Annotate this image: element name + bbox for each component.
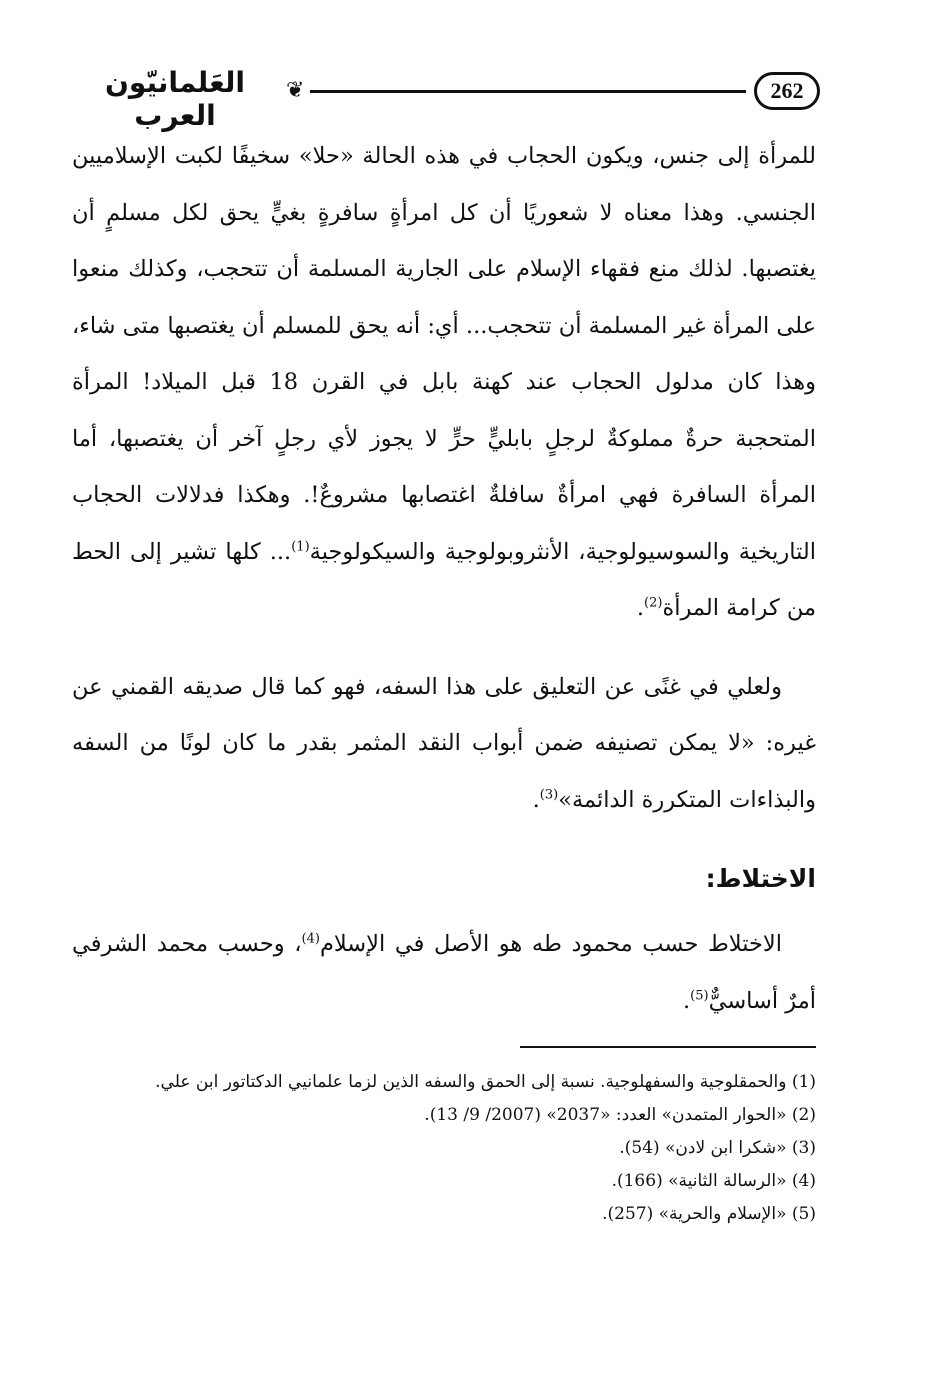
paragraph: الاختلاط حسب محمود طه هو الأصل في الإسلام$^{(4)}$، وحسب محمد الشرفي أمرٌ أساسيٌّ$^{(5)}$. [72, 931, 816, 1014]
book-title: العَلمانيّون العرب [104, 66, 246, 132]
page-number: 262 [754, 72, 820, 110]
page-header [60, 64, 820, 132]
paragraph: للمرأة إلى جنس، ويكون الحجاب في هذه الحالة «حلا» سخيفًا لكبت الإسلاميين الجنسي. وهذا معناه لا شعوريًا أن كل امرأةٍ سافرةٍ بغيٍّ يحق لكل مسلمٍ أن يغتصبها. لذلك منع فقهاء الإسلام على الجارية المسلمة أن تتحجب، وكذلك منعوا على المرأة غير المسلمة أن تتحجب... أي: أنه يحق للمسلم أن يغتصبها متى شاء، وهذا كان مدلول الحجاب عند كهنة بابل في القرن 18 قبل الميلاد! المرأة المتحجبة حرةٌ مملوكةٌ لرجلٍ بابليٍّ حرٍّ لا يجوز لأي رجلٍ آخر أن يغتصبها، أما المرأة السافرة فهي امرأةٌ سافلةٌ اغتصابها مشروعٌ!. وهكذا فدلالات الحجاب التاريخية والسوسيولوجية، الأنثروبولوجية والسيكولوجية$^{(1)}$... كلها تشير إلى الحط من كرامة المرأة$^{(2)}$. [71, 143, 816, 621]
footnote-divider [520, 1046, 816, 1048]
footnotes [72, 1066, 816, 1231]
paragraph: ولعلي في غنًى عن التعليق على هذا السفه، فهو كما قال صديقه القمني عن غيره: «لا يمكن تصنيفه ضمن أبواب النقد المثمر بقدر ما كان لونًا من السفه والبذاءات المتكررة الدائمة»$^{(3)}$. [72, 673, 816, 813]
main-text [72, 128, 816, 1029]
footnote-ref[interactable]: (4) [301, 931, 320, 947]
footnote-ref[interactable]: (1) [291, 539, 310, 554]
footnote-item: (4) «الرسالة الثانية» (166). [611, 1171, 816, 1191]
footnote-ref[interactable]: (2) [644, 595, 663, 611]
footnote-item: (1) والحمقلوجية والسفهلوجية. نسبة إلى الحمق والسفه الذين لزما علمانيي الدكتاتور ابن علي. [155, 1072, 816, 1092]
footnote-item: (3) «شكرا ابن لادن» (54). [619, 1138, 816, 1158]
footnote-ref[interactable]: (5) [690, 988, 709, 1003]
ornament-icon: ❦ [286, 78, 305, 103]
footnote-item: (5) «الإسلام والحرية» (257). [602, 1204, 816, 1224]
header-rule [310, 90, 746, 93]
footnote-item: (2) «الحوار المتمدن» العدد: «2037» (2007/ 9/ 13). [424, 1105, 816, 1125]
footnote-ref[interactable]: (3) [539, 787, 559, 802]
section-heading: الاختلاط: [705, 864, 816, 893]
